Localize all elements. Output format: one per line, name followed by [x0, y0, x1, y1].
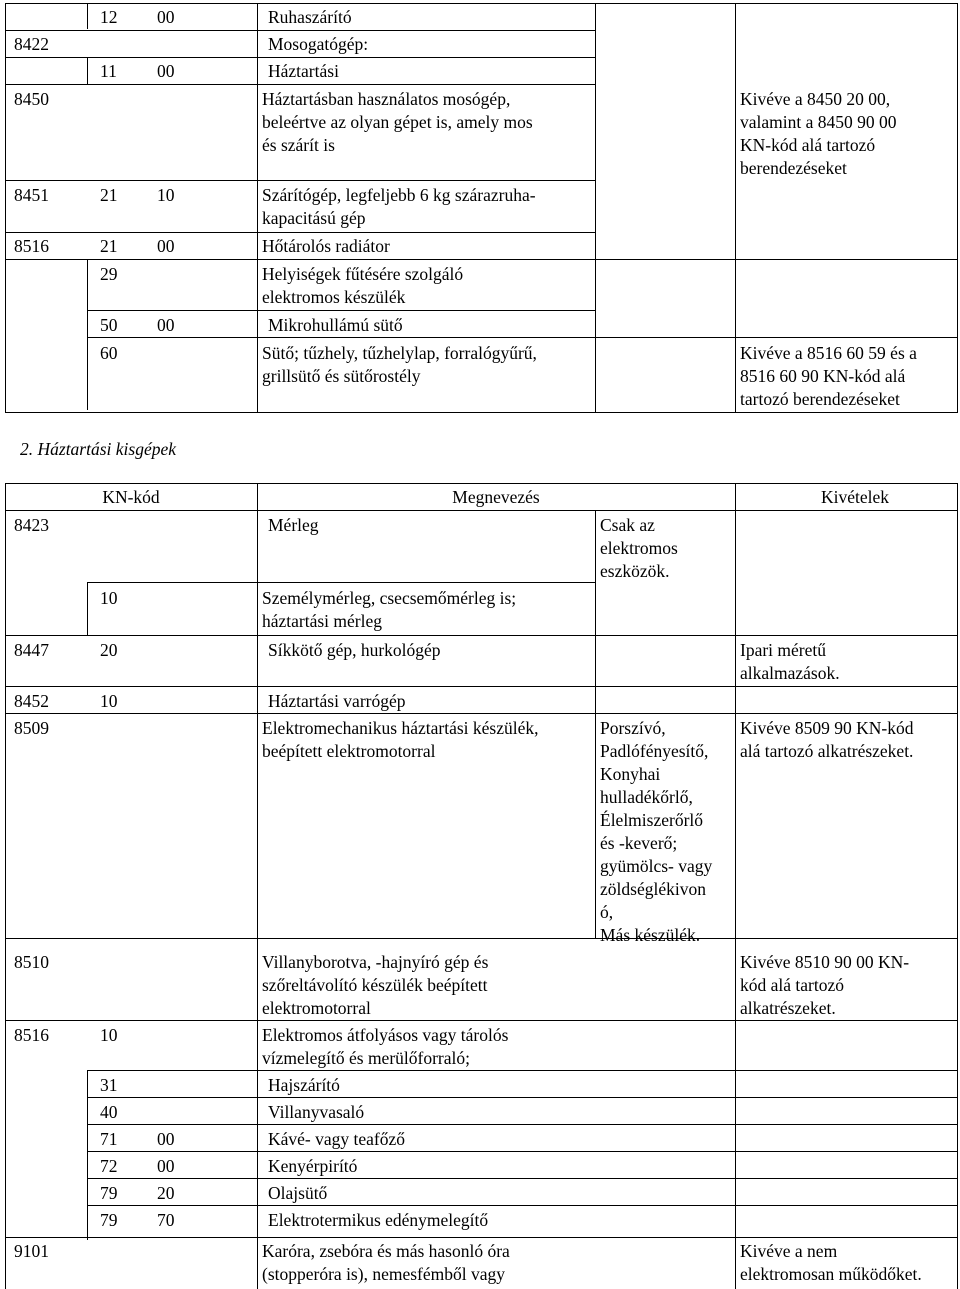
sub-code: 70: [157, 1210, 175, 1230]
exception: Kivéve a 8516 60 59 és a 8516 60 90 KN-kód alá tartozó berendezéseket: [740, 343, 917, 409]
description: Elektromos átfolyásos vagy tárolós vízmelegítő és merülőforraló;: [262, 1025, 509, 1068]
description: Elektrotermikus edénymelegítő: [268, 1210, 489, 1230]
kn-code: 8422: [14, 34, 49, 54]
description: Ruhaszárító: [268, 7, 352, 27]
kn-code: 8510: [14, 952, 49, 972]
sub-code: 60: [100, 343, 118, 363]
description: Elektromechanikus háztartási készülék, beépített elektromotorral: [262, 718, 539, 761]
sub-code: 10: [100, 588, 118, 608]
header-exceptions: [735, 486, 957, 509]
sub-code: 00: [157, 1156, 175, 1176]
sub-code: 40: [100, 1102, 118, 1122]
kn-code: 8450: [14, 89, 49, 109]
kn-code: 8447: [14, 640, 49, 660]
description: Sütő; tűzhely, tűzhelylap, forralógyűrű, grillsütő és sütőrostély: [262, 343, 537, 386]
note: Porszívó, Padlófényesítő, Konyhai hulladékőrlő, Élelmiszerőrlő és -keverő; gyümölcs- vagy zöldséglékivon ó, Más készülék.: [600, 718, 713, 945]
sub-code: 71: [100, 1129, 118, 1149]
sub-code: 31: [100, 1075, 118, 1095]
description: Villanyvasaló: [268, 1102, 365, 1122]
description: Háztartási varrógép: [268, 691, 406, 711]
description: Helyiségek fűtésére szolgáló elektromos készülék: [262, 264, 464, 307]
description: Síkkötő gép, hurkológép: [268, 640, 441, 660]
sub-code: 20: [100, 640, 118, 660]
sub-code: 12: [100, 7, 118, 27]
sub-code: 79: [100, 1210, 118, 1230]
sub-code: 20: [157, 1183, 175, 1203]
description: Olajsütő: [268, 1183, 328, 1203]
exception: Ipari méretű alkalmazások.: [740, 640, 840, 683]
kn-code: 8452: [14, 691, 49, 711]
description: Háztartási: [268, 61, 339, 81]
description: Személymérleg, csecsemőmérleg is; háztartási mérleg: [262, 588, 517, 631]
description: Hőtárolós radiátor: [262, 236, 390, 256]
sub-code: 10: [100, 691, 118, 711]
description: Mikrohullámú sütő: [268, 315, 403, 335]
kn-code: 8516: [14, 1025, 49, 1045]
description: Hajszárító: [268, 1075, 340, 1095]
exception: Kivéve a nem elektromosan működőket.: [740, 1241, 922, 1284]
sub-code: 00: [157, 236, 175, 256]
sub-code: 72: [100, 1156, 118, 1176]
section-title: 2. Háztartási kisgépek: [20, 439, 177, 459]
description: Karóra, zsebóra és más hasonló óra (stopperóra is), nemesfémből vagy: [262, 1241, 510, 1284]
kn-code: 8516: [14, 236, 49, 256]
header-exceptions-label: Kivételek: [820, 487, 889, 507]
note: Csak az elektromos eszközök.: [600, 515, 678, 581]
description: Mérleg: [268, 515, 319, 535]
header-name: Megnevezés: [452, 487, 540, 507]
kn-code: 8509: [14, 718, 49, 738]
description: Mosogatógép:: [268, 34, 369, 54]
exception: Kivéve 8509 90 KN-kód alá tartozó alkatrészeket.: [740, 718, 914, 761]
description: Kávé- vagy teafőző: [268, 1129, 406, 1149]
header-kn-code: KN-kód: [102, 487, 160, 507]
description: Villanyborotva, -hajnyíró gép és szőreltávolító készülék beépített elektromotorral: [262, 952, 489, 1018]
sub-code: 00: [157, 61, 175, 81]
kn-code: 8451: [14, 185, 49, 205]
sub-code: 11: [100, 61, 117, 81]
kn-code: 8423: [14, 515, 49, 535]
exception: Kivéve a 8450 20 00, valamint a 8450 90 00 KN-kód alá tartozó berendezéseket: [740, 89, 897, 178]
sub-code: 79: [100, 1183, 118, 1203]
sub-code: 10: [100, 1025, 118, 1045]
sub-code: 00: [157, 1129, 175, 1149]
sub-code: 21: [100, 236, 118, 256]
kn-code: 9101: [14, 1241, 49, 1261]
sub-code: 00: [157, 315, 175, 335]
sub-code: 00: [157, 7, 175, 27]
sub-code: 10: [157, 185, 175, 205]
sub-code: 29: [100, 264, 118, 284]
exception: Kivéve 8510 90 00 KN- kód alá tartozó alkatrészeket.: [740, 952, 910, 1018]
sub-code: 50: [100, 315, 118, 335]
description: Szárítógép, legfeljebb 6 kg szárazruha- kapacitású gép: [262, 185, 536, 228]
description: Háztartásban használatos mosógép, beleértve az olyan gépet is, amely mos és szárít is: [262, 89, 533, 155]
sub-code: 21: [100, 185, 118, 205]
description: Kenyérpirító: [268, 1156, 358, 1176]
